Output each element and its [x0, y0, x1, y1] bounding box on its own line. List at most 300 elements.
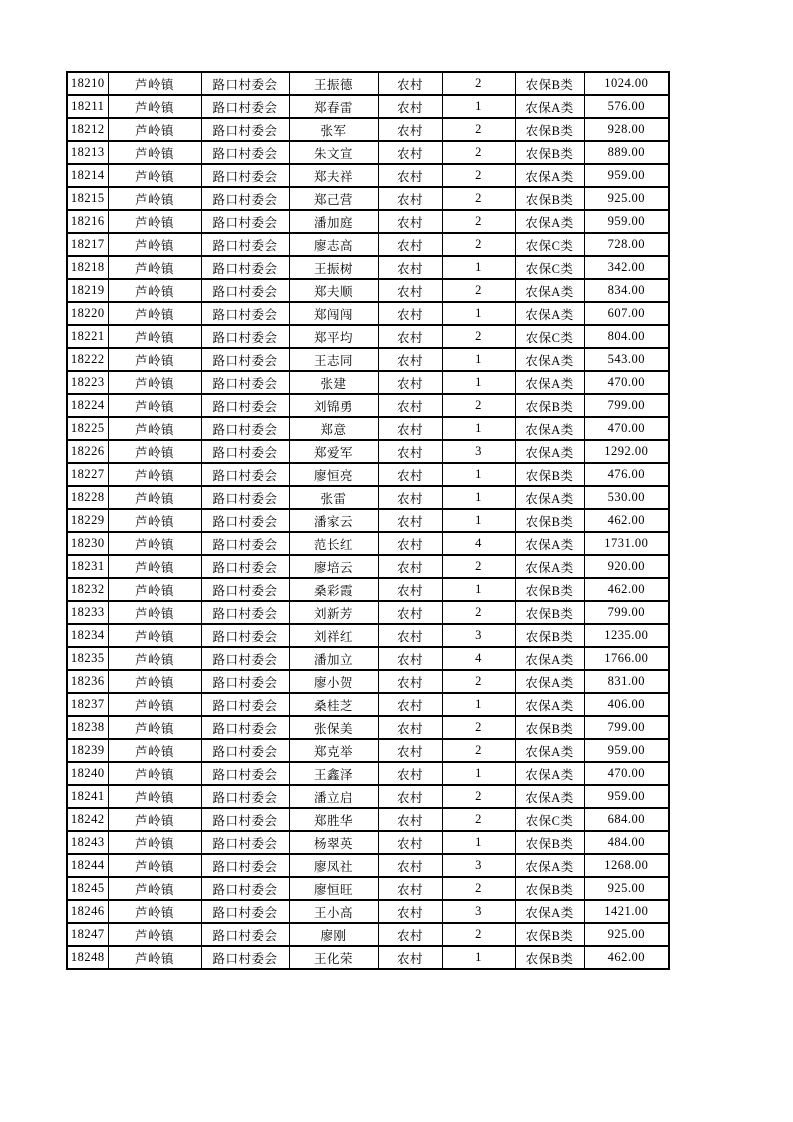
- cell-person-count: 1: [442, 486, 515, 509]
- cell-person-count: 1: [442, 95, 515, 118]
- cell-person-count: 2: [442, 601, 515, 624]
- cell-person-name: 王志同: [289, 348, 378, 371]
- cell-residence-type: 农村: [378, 279, 442, 302]
- cell-person-name: 范长红: [289, 532, 378, 555]
- cell-row-id: 18243: [67, 831, 108, 854]
- cell-village-committee: 路口村委会: [201, 256, 289, 279]
- cell-amount: 959.00: [584, 785, 669, 808]
- cell-row-id: 18229: [67, 509, 108, 532]
- cell-residence-type: 农村: [378, 187, 442, 210]
- cell-row-id: 18232: [67, 578, 108, 601]
- cell-insurance-category: 农保B类: [515, 187, 584, 210]
- cell-village-committee: 路口村委会: [201, 900, 289, 923]
- cell-village-committee: 路口村委会: [201, 808, 289, 831]
- table-row: [67, 256, 669, 279]
- cell-insurance-category: 农保A类: [515, 417, 584, 440]
- table-row: [67, 854, 669, 877]
- cell-town: 芦岭镇: [108, 233, 201, 256]
- cell-village-committee: 路口村委会: [201, 486, 289, 509]
- cell-person-name: 王振树: [289, 256, 378, 279]
- cell-residence-type: 农村: [378, 647, 442, 670]
- cell-person-count: 1: [442, 348, 515, 371]
- cell-village-committee: 路口村委会: [201, 739, 289, 762]
- cell-town: 芦岭镇: [108, 440, 201, 463]
- cell-village-committee: 路口村委会: [201, 762, 289, 785]
- table-row: [67, 808, 669, 831]
- cell-residence-type: 农村: [378, 210, 442, 233]
- cell-row-id: 18236: [67, 670, 108, 693]
- cell-village-committee: 路口村委会: [201, 831, 289, 854]
- cell-row-id: 18216: [67, 210, 108, 233]
- cell-insurance-category: 农保A类: [515, 348, 584, 371]
- cell-town: 芦岭镇: [108, 900, 201, 923]
- cell-insurance-category: 农保C类: [515, 256, 584, 279]
- cell-amount: 1268.00: [584, 854, 669, 877]
- cell-row-id: 18223: [67, 371, 108, 394]
- cell-village-committee: 路口村委会: [201, 279, 289, 302]
- cell-person-count: 2: [442, 716, 515, 739]
- cell-residence-type: 农村: [378, 555, 442, 578]
- cell-row-id: 18245: [67, 877, 108, 900]
- cell-town: 芦岭镇: [108, 118, 201, 141]
- cell-insurance-category: 农保C类: [515, 233, 584, 256]
- table-row: [67, 877, 669, 900]
- cell-residence-type: 农村: [378, 900, 442, 923]
- cell-town: 芦岭镇: [108, 325, 201, 348]
- cell-town: 芦岭镇: [108, 716, 201, 739]
- cell-residence-type: 农村: [378, 463, 442, 486]
- cell-amount: 799.00: [584, 601, 669, 624]
- cell-person-count: 2: [442, 808, 515, 831]
- table-row: [67, 693, 669, 716]
- cell-person-name: 刘祥红: [289, 624, 378, 647]
- cell-amount: 470.00: [584, 417, 669, 440]
- cell-amount: 543.00: [584, 348, 669, 371]
- cell-village-committee: 路口村委会: [201, 210, 289, 233]
- cell-person-name: 郑夫顺: [289, 279, 378, 302]
- cell-residence-type: 农村: [378, 486, 442, 509]
- cell-insurance-category: 农保A类: [515, 371, 584, 394]
- cell-person-count: 2: [442, 785, 515, 808]
- cell-insurance-category: 农保A类: [515, 486, 584, 509]
- cell-insurance-category: 农保C类: [515, 325, 584, 348]
- cell-person-name: 王化荣: [289, 946, 378, 969]
- cell-person-name: 张雷: [289, 486, 378, 509]
- cell-town: 芦岭镇: [108, 256, 201, 279]
- cell-village-committee: 路口村委会: [201, 233, 289, 256]
- cell-row-id: 18222: [67, 348, 108, 371]
- cell-row-id: 18240: [67, 762, 108, 785]
- table-row: [67, 279, 669, 302]
- cell-person-count: 2: [442, 923, 515, 946]
- cell-amount: 1731.00: [584, 532, 669, 555]
- cell-residence-type: 农村: [378, 348, 442, 371]
- cell-insurance-category: 农保B类: [515, 72, 584, 95]
- cell-person-name: 郑闯闯: [289, 302, 378, 325]
- cell-insurance-category: 农保B类: [515, 118, 584, 141]
- cell-residence-type: 农村: [378, 95, 442, 118]
- cell-person-count: 4: [442, 647, 515, 670]
- cell-town: 芦岭镇: [108, 739, 201, 762]
- cell-person-name: 张军: [289, 118, 378, 141]
- cell-town: 芦岭镇: [108, 371, 201, 394]
- cell-amount: 925.00: [584, 923, 669, 946]
- cell-amount: 406.00: [584, 693, 669, 716]
- cell-amount: 831.00: [584, 670, 669, 693]
- cell-insurance-category: 农保A类: [515, 279, 584, 302]
- cell-row-id: 18219: [67, 279, 108, 302]
- table-row: [67, 371, 669, 394]
- table-row: [67, 463, 669, 486]
- cell-village-committee: 路口村委会: [201, 72, 289, 95]
- cell-town: 芦岭镇: [108, 302, 201, 325]
- cell-insurance-category: 农保A类: [515, 95, 584, 118]
- cell-amount: 607.00: [584, 302, 669, 325]
- cell-amount: 342.00: [584, 256, 669, 279]
- cell-village-committee: 路口村委会: [201, 532, 289, 555]
- cell-person-name: 王鑫泽: [289, 762, 378, 785]
- cell-person-name: 郑己营: [289, 187, 378, 210]
- cell-row-id: 18231: [67, 555, 108, 578]
- cell-town: 芦岭镇: [108, 486, 201, 509]
- table-row: [67, 95, 669, 118]
- cell-town: 芦岭镇: [108, 532, 201, 555]
- cell-row-id: 18248: [67, 946, 108, 969]
- cell-person-name: 廖培云: [289, 555, 378, 578]
- table-row: [67, 785, 669, 808]
- cell-insurance-category: 农保A类: [515, 555, 584, 578]
- table-row: [67, 348, 669, 371]
- table-row: [67, 831, 669, 854]
- table-row: [67, 509, 669, 532]
- cell-town: 芦岭镇: [108, 578, 201, 601]
- cell-town: 芦岭镇: [108, 417, 201, 440]
- table-row: [67, 118, 669, 141]
- cell-person-name: 郑意: [289, 417, 378, 440]
- cell-person-count: 2: [442, 164, 515, 187]
- cell-village-committee: 路口村委会: [201, 946, 289, 969]
- table-row: [67, 302, 669, 325]
- cell-row-id: 18238: [67, 716, 108, 739]
- table-row: [67, 555, 669, 578]
- cell-person-name: 郑平均: [289, 325, 378, 348]
- cell-village-committee: 路口村委会: [201, 647, 289, 670]
- cell-residence-type: 农村: [378, 785, 442, 808]
- cell-village-committee: 路口村委会: [201, 394, 289, 417]
- cell-village-committee: 路口村委会: [201, 187, 289, 210]
- cell-row-id: 18224: [67, 394, 108, 417]
- cell-village-committee: 路口村委会: [201, 877, 289, 900]
- cell-person-count: 1: [442, 256, 515, 279]
- cell-insurance-category: 农保A类: [515, 762, 584, 785]
- cell-person-count: 2: [442, 118, 515, 141]
- cell-person-count: 1: [442, 417, 515, 440]
- cell-row-id: 18241: [67, 785, 108, 808]
- cell-person-count: 3: [442, 624, 515, 647]
- cell-town: 芦岭镇: [108, 187, 201, 210]
- cell-person-name: 潘加立: [289, 647, 378, 670]
- cell-row-id: 18234: [67, 624, 108, 647]
- cell-person-count: 1: [442, 302, 515, 325]
- table-row: [67, 923, 669, 946]
- cell-residence-type: 农村: [378, 693, 442, 716]
- cell-person-name: 郑爱军: [289, 440, 378, 463]
- cell-town: 芦岭镇: [108, 946, 201, 969]
- cell-residence-type: 农村: [378, 141, 442, 164]
- cell-person-name: 张建: [289, 371, 378, 394]
- cell-person-count: 2: [442, 233, 515, 256]
- cell-village-committee: 路口村委会: [201, 417, 289, 440]
- cell-amount: 959.00: [584, 739, 669, 762]
- table-row: [67, 578, 669, 601]
- cell-amount: 959.00: [584, 210, 669, 233]
- cell-row-id: 18239: [67, 739, 108, 762]
- cell-person-count: 2: [442, 210, 515, 233]
- cell-town: 芦岭镇: [108, 348, 201, 371]
- cell-amount: 576.00: [584, 95, 669, 118]
- cell-village-committee: 路口村委会: [201, 670, 289, 693]
- cell-village-committee: 路口村委会: [201, 95, 289, 118]
- cell-town: 芦岭镇: [108, 164, 201, 187]
- cell-person-count: 4: [442, 532, 515, 555]
- cell-residence-type: 农村: [378, 739, 442, 762]
- cell-village-committee: 路口村委会: [201, 601, 289, 624]
- cell-village-committee: 路口村委会: [201, 555, 289, 578]
- table-row: [67, 624, 669, 647]
- cell-person-name: 郑夫祥: [289, 164, 378, 187]
- cell-residence-type: 农村: [378, 72, 442, 95]
- cell-person-count: 2: [442, 555, 515, 578]
- cell-town: 芦岭镇: [108, 509, 201, 532]
- cell-town: 芦岭镇: [108, 601, 201, 624]
- cell-residence-type: 农村: [378, 578, 442, 601]
- cell-person-name: 廖志高: [289, 233, 378, 256]
- cell-insurance-category: 农保A类: [515, 693, 584, 716]
- table-row: [67, 670, 669, 693]
- cell-person-count: 2: [442, 141, 515, 164]
- cell-residence-type: 农村: [378, 256, 442, 279]
- cell-town: 芦岭镇: [108, 877, 201, 900]
- table-row: [67, 440, 669, 463]
- cell-person-name: 廖刚: [289, 923, 378, 946]
- cell-insurance-category: 农保B类: [515, 946, 584, 969]
- table-row: [67, 946, 669, 969]
- cell-village-committee: 路口村委会: [201, 164, 289, 187]
- cell-residence-type: 农村: [378, 854, 442, 877]
- table-row: [67, 164, 669, 187]
- cell-row-id: 18237: [67, 693, 108, 716]
- cell-person-count: 2: [442, 670, 515, 693]
- cell-village-committee: 路口村委会: [201, 578, 289, 601]
- cell-town: 芦岭镇: [108, 394, 201, 417]
- cell-insurance-category: 农保B类: [515, 601, 584, 624]
- cell-row-id: 18221: [67, 325, 108, 348]
- cell-amount: 799.00: [584, 394, 669, 417]
- table-row: [67, 601, 669, 624]
- cell-row-id: 18226: [67, 440, 108, 463]
- cell-village-committee: 路口村委会: [201, 348, 289, 371]
- cell-residence-type: 农村: [378, 532, 442, 555]
- cell-insurance-category: 农保B类: [515, 394, 584, 417]
- table-row: [67, 716, 669, 739]
- cell-residence-type: 农村: [378, 808, 442, 831]
- table-row: [67, 417, 669, 440]
- cell-person-name: 杨翠英: [289, 831, 378, 854]
- cell-residence-type: 农村: [378, 371, 442, 394]
- cell-town: 芦岭镇: [108, 624, 201, 647]
- cell-town: 芦岭镇: [108, 923, 201, 946]
- cell-village-committee: 路口村委会: [201, 716, 289, 739]
- cell-amount: 1766.00: [584, 647, 669, 670]
- cell-person-count: 2: [442, 72, 515, 95]
- cell-insurance-category: 农保B类: [515, 923, 584, 946]
- cell-residence-type: 农村: [378, 509, 442, 532]
- cell-person-name: 王小高: [289, 900, 378, 923]
- cell-person-count: 3: [442, 900, 515, 923]
- cell-person-count: 1: [442, 762, 515, 785]
- cell-row-id: 18218: [67, 256, 108, 279]
- cell-row-id: 18227: [67, 463, 108, 486]
- cell-person-count: 2: [442, 739, 515, 762]
- cell-amount: 684.00: [584, 808, 669, 831]
- cell-person-name: 廖凤社: [289, 854, 378, 877]
- cell-insurance-category: 农保A类: [515, 647, 584, 670]
- cell-row-id: 18215: [67, 187, 108, 210]
- cell-residence-type: 农村: [378, 946, 442, 969]
- cell-row-id: 18247: [67, 923, 108, 946]
- cell-insurance-category: 农保A类: [515, 440, 584, 463]
- table-row: [67, 394, 669, 417]
- cell-amount: 470.00: [584, 762, 669, 785]
- cell-row-id: 18225: [67, 417, 108, 440]
- cell-amount: 1421.00: [584, 900, 669, 923]
- cell-amount: 462.00: [584, 946, 669, 969]
- cell-residence-type: 农村: [378, 877, 442, 900]
- cell-person-name: 潘加庭: [289, 210, 378, 233]
- cell-residence-type: 农村: [378, 601, 442, 624]
- table-row: [67, 532, 669, 555]
- cell-amount: 728.00: [584, 233, 669, 256]
- cell-amount: 470.00: [584, 371, 669, 394]
- table-row: [67, 486, 669, 509]
- cell-row-id: 18233: [67, 601, 108, 624]
- cell-village-committee: 路口村委会: [201, 854, 289, 877]
- cell-row-id: 18228: [67, 486, 108, 509]
- cell-insurance-category: 农保C类: [515, 808, 584, 831]
- cell-person-count: 3: [442, 854, 515, 877]
- cell-person-count: 3: [442, 440, 515, 463]
- table-row: [67, 900, 669, 923]
- cell-insurance-category: 农保A类: [515, 210, 584, 233]
- cell-village-committee: 路口村委会: [201, 118, 289, 141]
- table-row: [67, 739, 669, 762]
- payment-roster-table: [66, 71, 670, 970]
- cell-insurance-category: 农保B类: [515, 578, 584, 601]
- cell-residence-type: 农村: [378, 670, 442, 693]
- cell-amount: 799.00: [584, 716, 669, 739]
- cell-person-name: 桑桂芝: [289, 693, 378, 716]
- cell-person-name: 廖恒旺: [289, 877, 378, 900]
- table-row: [67, 325, 669, 348]
- cell-person-count: 2: [442, 394, 515, 417]
- cell-person-count: 1: [442, 463, 515, 486]
- cell-row-id: 18212: [67, 118, 108, 141]
- cell-insurance-category: 农保B类: [515, 141, 584, 164]
- cell-amount: 804.00: [584, 325, 669, 348]
- cell-village-committee: 路口村委会: [201, 302, 289, 325]
- cell-insurance-category: 农保A类: [515, 532, 584, 555]
- cell-person-name: 朱文宣: [289, 141, 378, 164]
- cell-amount: 925.00: [584, 877, 669, 900]
- cell-insurance-category: 农保B类: [515, 624, 584, 647]
- cell-village-committee: 路口村委会: [201, 325, 289, 348]
- cell-amount: 484.00: [584, 831, 669, 854]
- cell-village-committee: 路口村委会: [201, 693, 289, 716]
- cell-insurance-category: 农保A类: [515, 739, 584, 762]
- cell-residence-type: 农村: [378, 164, 442, 187]
- cell-town: 芦岭镇: [108, 831, 201, 854]
- cell-residence-type: 农村: [378, 302, 442, 325]
- cell-insurance-category: 农保A类: [515, 670, 584, 693]
- cell-amount: 889.00: [584, 141, 669, 164]
- cell-residence-type: 农村: [378, 394, 442, 417]
- cell-person-count: 2: [442, 279, 515, 302]
- cell-row-id: 18244: [67, 854, 108, 877]
- cell-person-count: 1: [442, 831, 515, 854]
- cell-person-count: 2: [442, 877, 515, 900]
- table-row: [67, 647, 669, 670]
- cell-amount: 462.00: [584, 578, 669, 601]
- cell-residence-type: 农村: [378, 831, 442, 854]
- cell-insurance-category: 农保A类: [515, 900, 584, 923]
- cell-town: 芦岭镇: [108, 555, 201, 578]
- cell-village-committee: 路口村委会: [201, 785, 289, 808]
- cell-village-committee: 路口村委会: [201, 371, 289, 394]
- cell-row-id: 18210: [67, 72, 108, 95]
- cell-residence-type: 农村: [378, 440, 442, 463]
- cell-row-id: 18217: [67, 233, 108, 256]
- cell-amount: 920.00: [584, 555, 669, 578]
- cell-person-count: 2: [442, 325, 515, 348]
- cell-insurance-category: 农保A类: [515, 302, 584, 325]
- cell-amount: 925.00: [584, 187, 669, 210]
- cell-row-id: 18230: [67, 532, 108, 555]
- cell-amount: 476.00: [584, 463, 669, 486]
- cell-insurance-category: 农保B类: [515, 716, 584, 739]
- cell-residence-type: 农村: [378, 118, 442, 141]
- cell-insurance-category: 农保B类: [515, 509, 584, 532]
- cell-person-count: 1: [442, 371, 515, 394]
- cell-residence-type: 农村: [378, 716, 442, 739]
- cell-person-count: 1: [442, 509, 515, 532]
- cell-town: 芦岭镇: [108, 210, 201, 233]
- cell-row-id: 18213: [67, 141, 108, 164]
- cell-amount: 1235.00: [584, 624, 669, 647]
- cell-person-count: 1: [442, 946, 515, 969]
- cell-person-name: 张保美: [289, 716, 378, 739]
- cell-insurance-category: 农保A类: [515, 854, 584, 877]
- cell-person-name: 桑彩霞: [289, 578, 378, 601]
- cell-person-name: 廖恒亮: [289, 463, 378, 486]
- cell-row-id: 18220: [67, 302, 108, 325]
- cell-insurance-category: 农保B类: [515, 877, 584, 900]
- cell-person-name: 刘新芳: [289, 601, 378, 624]
- cell-row-id: 18214: [67, 164, 108, 187]
- cell-person-name: 王振德: [289, 72, 378, 95]
- cell-town: 芦岭镇: [108, 762, 201, 785]
- cell-row-id: 18246: [67, 900, 108, 923]
- cell-town: 芦岭镇: [108, 670, 201, 693]
